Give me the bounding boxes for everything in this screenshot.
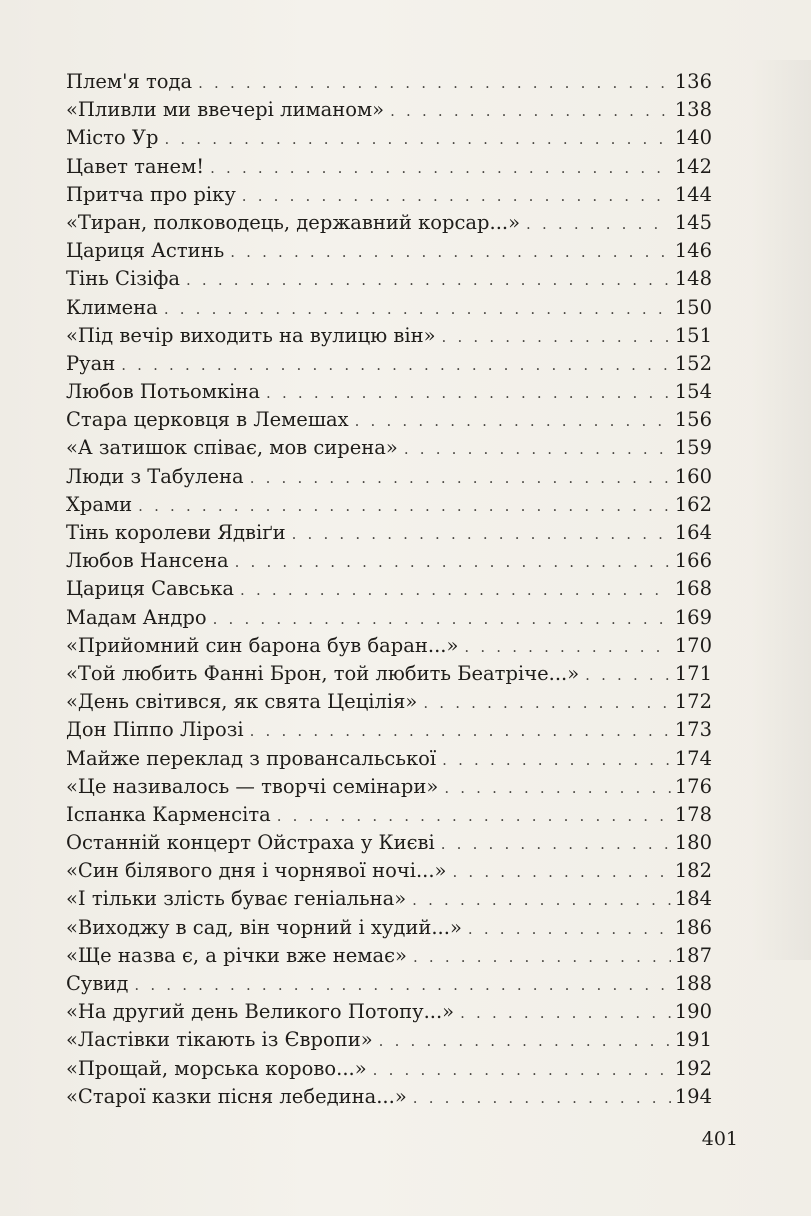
toc-entry-page-number: 176	[674, 774, 712, 798]
toc-entry	[66, 604, 712, 632]
toc-entry	[66, 688, 712, 716]
toc-entry-title: «Пливли ми ввечері лиманом»	[66, 98, 385, 122]
dot-leader	[468, 915, 671, 943]
dot-leader	[198, 69, 671, 97]
toc-entry-title: «Старої казки пісня лебедина...»	[66, 1084, 407, 1108]
dot-leader	[413, 1084, 671, 1112]
toc-entry-page-number: 166	[674, 549, 712, 573]
dot-leader	[138, 492, 671, 520]
toc-entry	[66, 153, 712, 181]
toc-entry-title: «Тиран, полководець, державний корсар...»	[66, 210, 521, 234]
toc-entry-title: «Прощай, морська корово...»	[66, 1056, 367, 1080]
toc-entry	[66, 68, 712, 96]
toc-entry-page-number: 144	[674, 182, 712, 206]
toc-entry-title: Руан	[66, 351, 116, 375]
toc-entry-page-number: 188	[674, 972, 712, 995]
toc-entry-title: Храми	[66, 492, 133, 516]
toc-entry	[66, 406, 712, 434]
toc-entry-title: «На другий день Великого Потопу...»	[66, 1000, 455, 1024]
toc-entry-page-number: 173	[674, 718, 712, 742]
toc-entry-title: Місто Ур	[66, 126, 159, 150]
toc-entry-title: Іспанка Карменсіта	[66, 802, 271, 826]
dot-leader	[412, 886, 671, 914]
toc-entry	[66, 660, 712, 688]
toc-entry-page-number: 148	[674, 267, 712, 291]
table-of-contents	[66, 68, 712, 1111]
toc-entry-page-number: 168	[674, 577, 712, 601]
toc-entry-title: «А затишок співає, мов сирена»	[66, 436, 398, 460]
dot-leader	[452, 858, 670, 886]
toc-entry-page-number: 192	[674, 1056, 712, 1080]
toc-entry-title: Любов Потьомкіна	[66, 380, 261, 404]
dot-leader	[379, 1027, 671, 1055]
toc-entry-title: «Ще назва є, а річки вже немає»	[66, 943, 407, 967]
toc-entry	[66, 1083, 712, 1111]
toc-entry	[66, 801, 712, 829]
toc-entry-page-number: 159	[674, 436, 712, 460]
toc-entry-page-number: 150	[674, 295, 712, 319]
toc-entry-title: «Це називалось — творчі семінари»	[66, 774, 439, 798]
toc-entry-title: Цариця Савська	[66, 577, 235, 601]
toc-entry	[66, 942, 712, 970]
toc-entry	[66, 237, 712, 265]
toc-entry	[66, 434, 712, 462]
toc-entry	[66, 463, 712, 491]
toc-entry-title: Майже переклад з провансальської	[66, 746, 437, 770]
dot-leader	[210, 154, 671, 182]
page-edge-shadow	[751, 60, 811, 960]
dot-leader	[242, 182, 671, 210]
toc-entry-page-number: 174	[674, 746, 712, 770]
toc-entry-page-number: 156	[674, 408, 712, 432]
toc-entry-page-number: 182	[674, 859, 712, 883]
dot-leader	[460, 999, 671, 1027]
toc-entry	[66, 519, 712, 547]
dot-leader	[250, 717, 671, 745]
dot-leader	[230, 238, 671, 266]
toc-entry	[66, 970, 712, 998]
toc-entry	[66, 885, 712, 913]
dot-leader	[186, 266, 671, 294]
toc-entry	[66, 829, 712, 857]
dot-leader	[442, 323, 671, 351]
dot-leader	[441, 830, 671, 858]
toc-entry	[66, 322, 712, 350]
dot-leader	[213, 605, 671, 633]
dot-leader	[442, 746, 671, 774]
toc-entry-page-number: 138	[674, 98, 712, 122]
toc-entry-page-number: 164	[674, 521, 712, 544]
dot-leader	[464, 633, 670, 661]
toc-entry	[66, 124, 712, 152]
toc-entry-page-number: 180	[674, 831, 712, 855]
dot-leader	[134, 971, 670, 999]
toc-entry	[66, 378, 712, 406]
toc-entry	[66, 294, 712, 322]
toc-entry	[66, 181, 712, 209]
toc-entry-title: «Під вечір виходить на вулицю він»	[66, 323, 436, 347]
toc-entry	[66, 265, 712, 293]
toc-entry	[66, 998, 712, 1026]
dot-leader	[373, 1056, 671, 1084]
toc-entry	[66, 547, 712, 575]
dot-leader	[355, 407, 671, 435]
toc-entry-title: «Виходжу в сад, він чорний і худий...»	[66, 915, 462, 939]
toc-entry-title: Тінь Сізіфа	[66, 267, 180, 291]
toc-entry-page-number: 136	[674, 70, 712, 93]
toc-entry-page-number: 187	[674, 943, 712, 967]
toc-entry-title: Останній концерт Ойстраха у Києві	[66, 831, 435, 855]
toc-entry-title: Плем'я тода	[66, 70, 193, 93]
dot-leader	[164, 295, 671, 323]
dot-leader	[235, 548, 671, 576]
toc-entry	[66, 209, 712, 237]
toc-entry-title: Притча про ріку	[66, 182, 236, 206]
toc-entry-page-number: 140	[674, 126, 712, 150]
toc-entry-page-number: 171	[674, 661, 712, 685]
toc-entry-page-number: 152	[674, 351, 712, 375]
toc-entry-page-number: 142	[674, 154, 712, 178]
toc-entry-page-number: 172	[674, 690, 712, 714]
toc-entry	[66, 914, 712, 942]
toc-entry-title: Тінь королеви Ядвіґи	[66, 521, 286, 544]
toc-entry	[66, 1055, 712, 1083]
toc-entry-title: «Прийомний син барона був баран...»	[66, 633, 459, 657]
toc-entry-title: «День світився, як свята Цецілія»	[66, 690, 418, 714]
dot-leader	[164, 125, 670, 153]
toc-entry	[66, 773, 712, 801]
toc-entry	[66, 857, 712, 885]
page-number: 401	[701, 1128, 738, 1150]
toc-entry-title: «Син білявого дня і чорнявої ночі...»	[66, 859, 447, 883]
dot-leader	[277, 802, 671, 830]
toc-entry-page-number: 146	[674, 239, 712, 263]
toc-entry-title: Цариця Астинь	[66, 239, 225, 263]
toc-entry	[66, 350, 712, 378]
toc-entry	[66, 716, 712, 744]
dot-leader	[390, 97, 671, 125]
toc-entry-page-number: 151	[674, 323, 712, 347]
toc-entry-title: Любов Нансена	[66, 549, 229, 573]
toc-entry-page-number: 162	[674, 492, 712, 516]
dot-leader	[250, 464, 671, 492]
dot-leader	[526, 210, 671, 238]
dot-leader	[413, 943, 671, 971]
toc-entry	[66, 96, 712, 124]
toc-entry-page-number: 160	[674, 464, 712, 488]
dot-leader	[292, 520, 671, 548]
toc-entry-page-number: 184	[674, 887, 712, 911]
toc-entry-page-number: 154	[674, 380, 712, 404]
dot-leader	[444, 774, 670, 802]
toc-entry	[66, 1026, 712, 1054]
toc-entry-page-number: 170	[674, 633, 712, 657]
toc-entry-page-number: 191	[674, 1028, 712, 1052]
toc-entry-title: Климена	[66, 295, 158, 319]
toc-entry-title: Мадам Андро	[66, 605, 207, 629]
dot-leader	[585, 661, 671, 689]
toc-entry-title: Люди з Табулена	[66, 464, 244, 488]
dot-leader	[404, 435, 671, 463]
toc-entry-title: Стара церковця в Лемешах	[66, 408, 349, 432]
dot-leader	[240, 576, 671, 604]
toc-entry	[66, 491, 712, 519]
toc-entry-title: Цавет танем!	[66, 154, 205, 178]
toc-entry	[66, 575, 712, 603]
toc-entry-title: «Той любить Фанні Брон, той любить Беатріче...»	[66, 661, 580, 685]
toc-entry-title: «І тільки злість буває геніальна»	[66, 887, 407, 911]
dot-leader	[266, 379, 671, 407]
toc-entry-page-number: 190	[674, 1000, 712, 1024]
toc-entry	[66, 632, 712, 660]
toc-entry-page-number: 186	[674, 915, 712, 939]
dot-leader	[423, 689, 670, 717]
toc-entry	[66, 745, 712, 773]
toc-entry-page-number: 178	[674, 802, 712, 826]
toc-entry-title: «Ластівки тікають із Європи»	[66, 1028, 373, 1052]
dot-leader	[121, 351, 671, 379]
toc-entry-page-number: 194	[674, 1084, 712, 1108]
toc-entry-page-number: 169	[674, 605, 712, 629]
toc-entry-page-number: 145	[674, 210, 712, 234]
toc-entry-title: Дон Піппо Лірозі	[66, 718, 244, 742]
toc-entry-title: Сувид	[66, 972, 129, 995]
